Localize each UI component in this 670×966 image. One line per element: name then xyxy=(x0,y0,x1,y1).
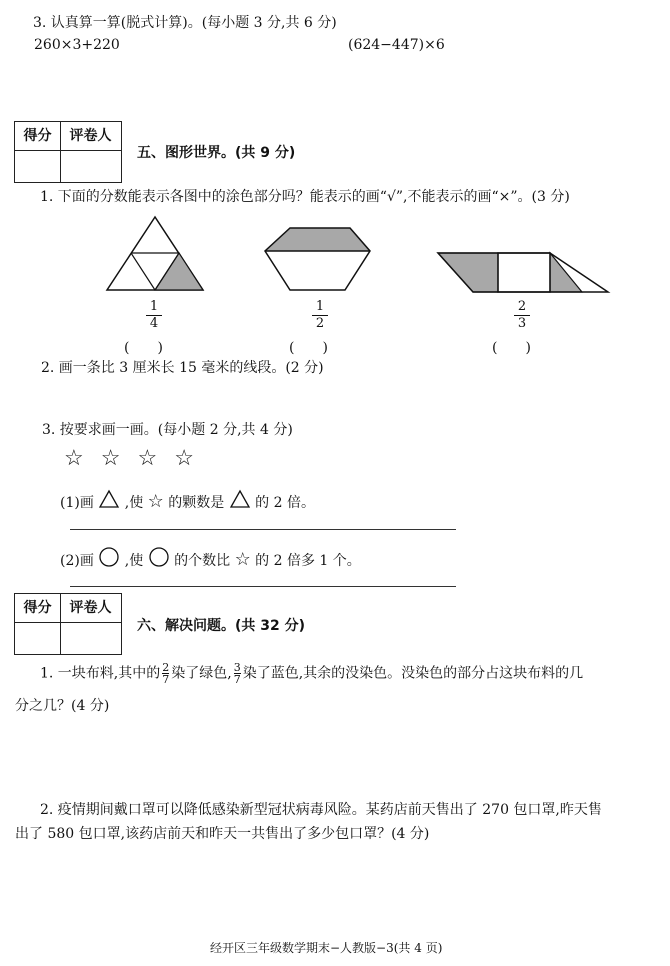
grader-label: 评卷人 xyxy=(60,122,121,151)
answer-paren-2[interactable]: ( ) xyxy=(289,340,328,356)
fraction-2: 1 2 xyxy=(312,300,328,331)
score-box-section6 xyxy=(14,593,122,655)
star-icon: ☆ xyxy=(100,446,121,471)
page-footer: 经开区三年级数学期末−人教版−3(共 4 页) xyxy=(210,941,443,955)
answer-line-1[interactable] xyxy=(70,529,456,530)
fraction-shapes xyxy=(100,212,620,297)
grader-label: 评卷人 xyxy=(60,594,121,623)
answer-line-2[interactable] xyxy=(70,586,456,587)
trapezoid-shape xyxy=(265,228,370,290)
shape-question-1: 1. 下面的分数能表示各图中的涂色部分吗？能表示的画“√”,不能表示的画“×”。(3 分) xyxy=(40,189,570,205)
fraction-two-sevenths: $\frac{2}{7}$ xyxy=(162,661,170,686)
triangle-icon xyxy=(229,489,251,509)
answer-paren-1[interactable]: ( ) xyxy=(124,340,163,356)
star-icon: ☆ xyxy=(64,446,84,471)
circle-icon xyxy=(148,546,170,568)
score-label: 得分 xyxy=(15,122,60,151)
star-row xyxy=(64,446,194,471)
problem-2-line2: 出了 580 包口罩,该药店前天和昨天一共售出了多少包口罩？(4 分) xyxy=(15,826,430,842)
calc-expression-1: 260×3+220 xyxy=(34,37,120,53)
problem-1-line1: 1. 一块布料,其中的 $\frac{2}{7}$ 染了绿色, $\frac{3}{7}$ 染了蓝色,其余的没染色。没染色的部分占这块布料的几 xyxy=(40,661,584,686)
star-icon: ☆ xyxy=(137,446,158,471)
fraction-1: 1 4 xyxy=(146,300,162,331)
triangle-shape xyxy=(107,217,203,290)
section6-title: 六、解决问题。(共 32 分) xyxy=(137,618,306,634)
calc-expression-2: (624−447)×6 xyxy=(348,37,445,53)
fraction-three-sevenths: $\frac{3}{7}$ xyxy=(233,661,241,686)
parallelogram-shape xyxy=(438,253,608,292)
triangle-icon xyxy=(98,489,120,509)
star-icon: ☆ xyxy=(234,549,251,570)
answer-paren-3[interactable]: ( ) xyxy=(492,340,531,356)
section5-title: 五、图形世界。(共 9 分) xyxy=(137,145,296,161)
problem-2-line1: 2. 疫情期间戴口罩可以降低感染新型冠状病毒风险。某药店前天售出了 270 包口罩,昨天售 xyxy=(40,802,602,818)
circle-icon xyxy=(98,546,120,568)
score-label: 得分 xyxy=(15,594,60,623)
star-icon: ☆ xyxy=(174,446,194,471)
shape-question-3: 3. 按要求画一画。(每小题 2 分,共 4 分) xyxy=(42,422,293,438)
draw-subquestion-2: (2)画 ,使 的个数比 ☆ 的 2 倍多 1 个。 xyxy=(60,546,361,570)
draw-subquestion-1: (1)画 ,使 ☆ 的颗数是 的 2 倍。 xyxy=(60,491,315,512)
problem-1-line2: 分之几？(4 分) xyxy=(15,698,110,714)
score-box-section5 xyxy=(14,121,122,183)
calc-question-title: 3. 认真算一算(脱式计算)。(每小题 3 分,共 6 分) xyxy=(33,15,337,31)
shape-question-2: 2. 画一条比 3 厘米长 15 毫米的线段。(2 分) xyxy=(41,360,324,376)
star-icon: ☆ xyxy=(147,491,164,512)
fraction-3: 2 3 xyxy=(514,300,530,331)
